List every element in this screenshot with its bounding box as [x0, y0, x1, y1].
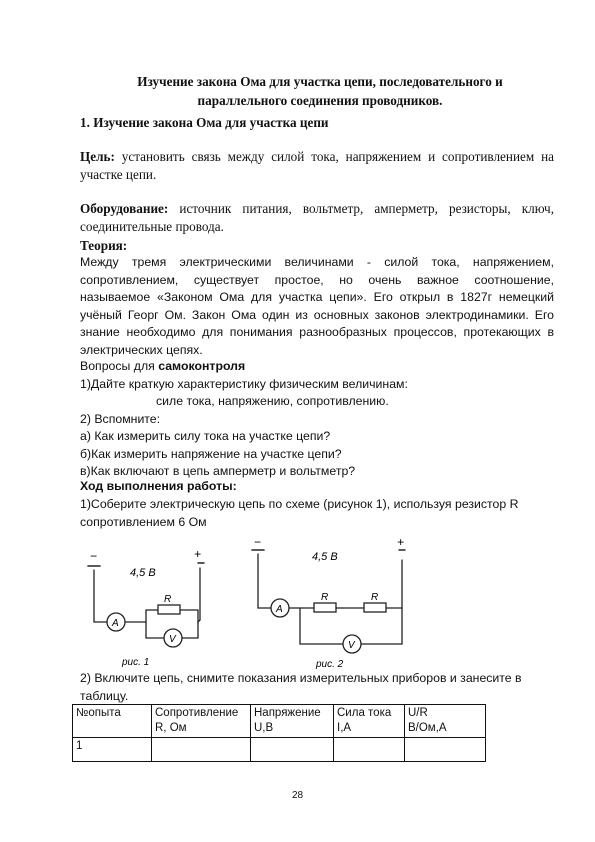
- fig2-ammeter: A: [276, 604, 283, 615]
- header-voltage: Напряжение U,В: [251, 705, 334, 738]
- theory-heading: Теория:: [80, 238, 128, 253]
- header-resistance: Сопротивление R, Ом: [152, 705, 251, 738]
- questions-block: [80, 358, 554, 481]
- fig1-voltage: 4,5 В: [130, 567, 156, 579]
- fig2-voltage: 4,5 В: [312, 551, 338, 563]
- question-2b: б)Как измерить напряжение на участке цепи?: [80, 446, 342, 461]
- procedure-step-2: 2) Включите цепь, снимите показания измерительных приборов и занесите в таблицу.: [80, 671, 522, 703]
- fig2-caption: рис. 2: [316, 659, 344, 670]
- table-row: [73, 738, 486, 762]
- table-cell[interactable]: [251, 738, 334, 762]
- procedure-heading: Ход выполнения работы:: [80, 479, 237, 493]
- question-2c: в)Как включают в цепь амперметр и вольтметр?: [80, 464, 356, 478]
- table-cell[interactable]: [405, 738, 486, 762]
- title-line-1: Изучение закона Ома для участка цепи, последовательного и: [137, 74, 503, 89]
- theory-text: Между тремя электрическими величинами - силой тока, напряжением, сопротивлением, существует простое, но очень важное соотношение, называемое «Законом Ома для участка цепи». Его открыл в 1827г немецкий учёный Георг Ом. Закон Ома один из основных законов электродинамики. Его знание необходимо для понимания разнообразных процессов, протекающих в электрических цепях.: [80, 255, 554, 357]
- table-cell[interactable]: [152, 738, 251, 762]
- page-number: 28: [291, 790, 304, 801]
- title-line-2: параллельного соединения проводников.: [197, 93, 443, 108]
- question-2a: а) Как измерить силу тока на участке цепи?: [80, 429, 331, 443]
- section-heading: 1. Изучение закона Ома для участка цепи: [80, 115, 329, 130]
- equipment-paragraph: [80, 200, 554, 235]
- figure-2-circuit: [252, 550, 405, 653]
- fig1-caption: рис. 1: [122, 657, 150, 668]
- goal-text: установить связь между силой тока, напряжением и сопротивлением на участке цепи.: [80, 149, 554, 182]
- fig1-resistor-label: R: [164, 594, 172, 605]
- header-current: Сила тока I,А: [334, 705, 405, 738]
- measurements-table: [72, 704, 486, 762]
- page-title: [100, 72, 540, 110]
- table-cell[interactable]: [334, 738, 405, 762]
- questions-heading: [80, 358, 554, 376]
- equipment-label: Оборудование:: [80, 201, 169, 216]
- questions-heading-bold: самоконтроля: [158, 359, 246, 373]
- fig1-minus: −: [90, 549, 98, 563]
- fig2-plus: +: [397, 538, 405, 549]
- table-header-row: [73, 705, 486, 738]
- table-cell[interactable]: 1: [73, 738, 152, 762]
- question-2: 2) Вспомните:: [80, 411, 161, 426]
- goal-label: Цель:: [80, 149, 115, 164]
- question-1: 1)Дайте краткую характеристику физическим величинам:: [80, 376, 408, 391]
- procedure-step-1: 1)Соберите электрическую цепь по схеме (рисунок 1), используя резистор R сопротивлением 6 Ом: [80, 497, 519, 529]
- fig2-resistor-2-label: R: [371, 592, 379, 603]
- fig2-minus: −: [254, 538, 262, 549]
- question-1-continued: силе тока, напряжению, сопротивлению.: [156, 394, 389, 408]
- fig1-plus: +: [194, 547, 202, 561]
- fig1-voltmeter: V: [169, 634, 176, 645]
- circuit-diagrams: [70, 538, 540, 670]
- goal-paragraph: [80, 148, 554, 183]
- equipment-text: источник питания, вольтметр, амперметр, резисторы, ключ, соединительные провода.: [80, 201, 554, 234]
- fig2-resistor-1-label: R: [321, 592, 329, 603]
- circuit-figures: [70, 538, 540, 670]
- header-ratio: U/R В/Ом,А: [405, 705, 486, 738]
- fig2-voltmeter: V: [348, 640, 355, 651]
- questions-heading-start: Вопросы для: [80, 359, 159, 373]
- fig1-ammeter: A: [112, 618, 119, 629]
- header-experiment-number: №опыта: [73, 705, 152, 738]
